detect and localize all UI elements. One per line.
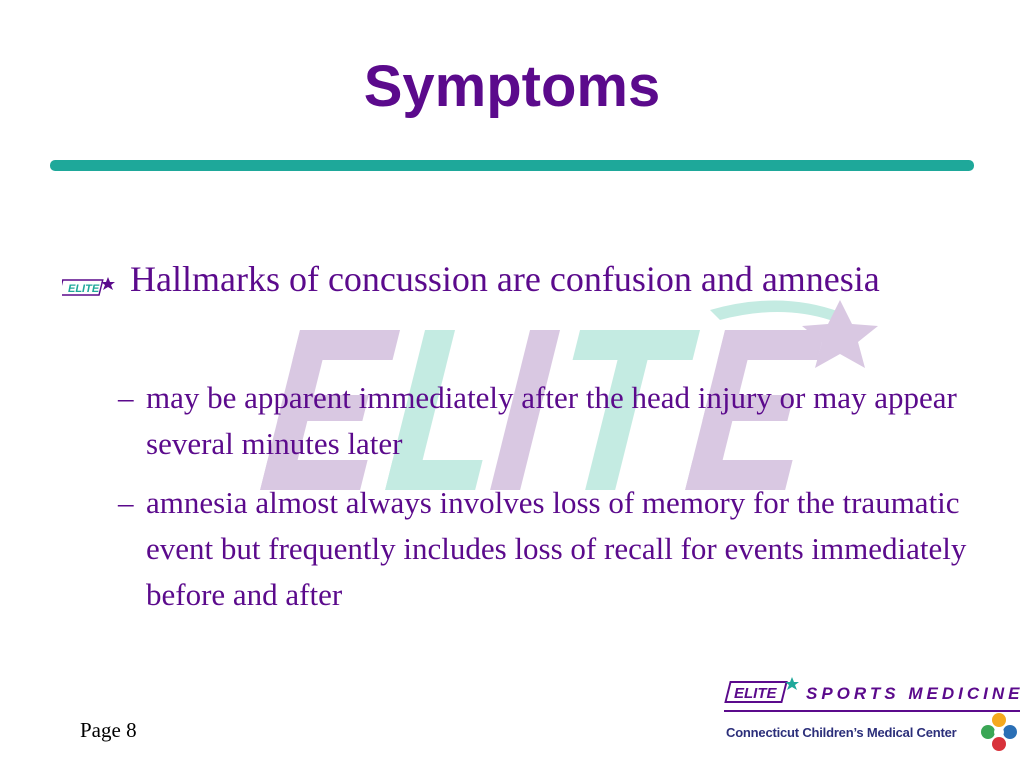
slide-title: Symptoms [363,54,661,119]
medical-cross-icon [980,712,1018,752]
svg-text:ELITE: ELITE [68,283,100,295]
svg-text:ELITE: ELITE [734,685,777,702]
sub-bullet-text: amnesia almost always involves loss of memory for the traumatic event but frequently includes loss of recall for events immediately before and after [146,485,967,612]
page-number: Page 8 [80,718,137,742]
main-bullet-text: Hallmarks of concussion are confusion and amnesia [130,259,880,299]
sub-bullet [118,480,968,618]
elite-sports-medicine-logo [722,676,1022,756]
sub-bullet-dash: – [118,485,134,520]
elite-logo-icon [724,676,800,706]
sports-medicine-label: SPORTS MEDICINE [806,684,1024,703]
logo-divider [724,710,1020,712]
sub-bullet [118,375,968,467]
title-divider [50,160,974,171]
sub-bullet-text: may be apparent immediately after the head injury or may appear several minutes later [146,380,957,461]
ccmc-label: Connecticut Children’s Medical Center [726,725,957,740]
sub-bullet-dash: – [118,380,134,415]
